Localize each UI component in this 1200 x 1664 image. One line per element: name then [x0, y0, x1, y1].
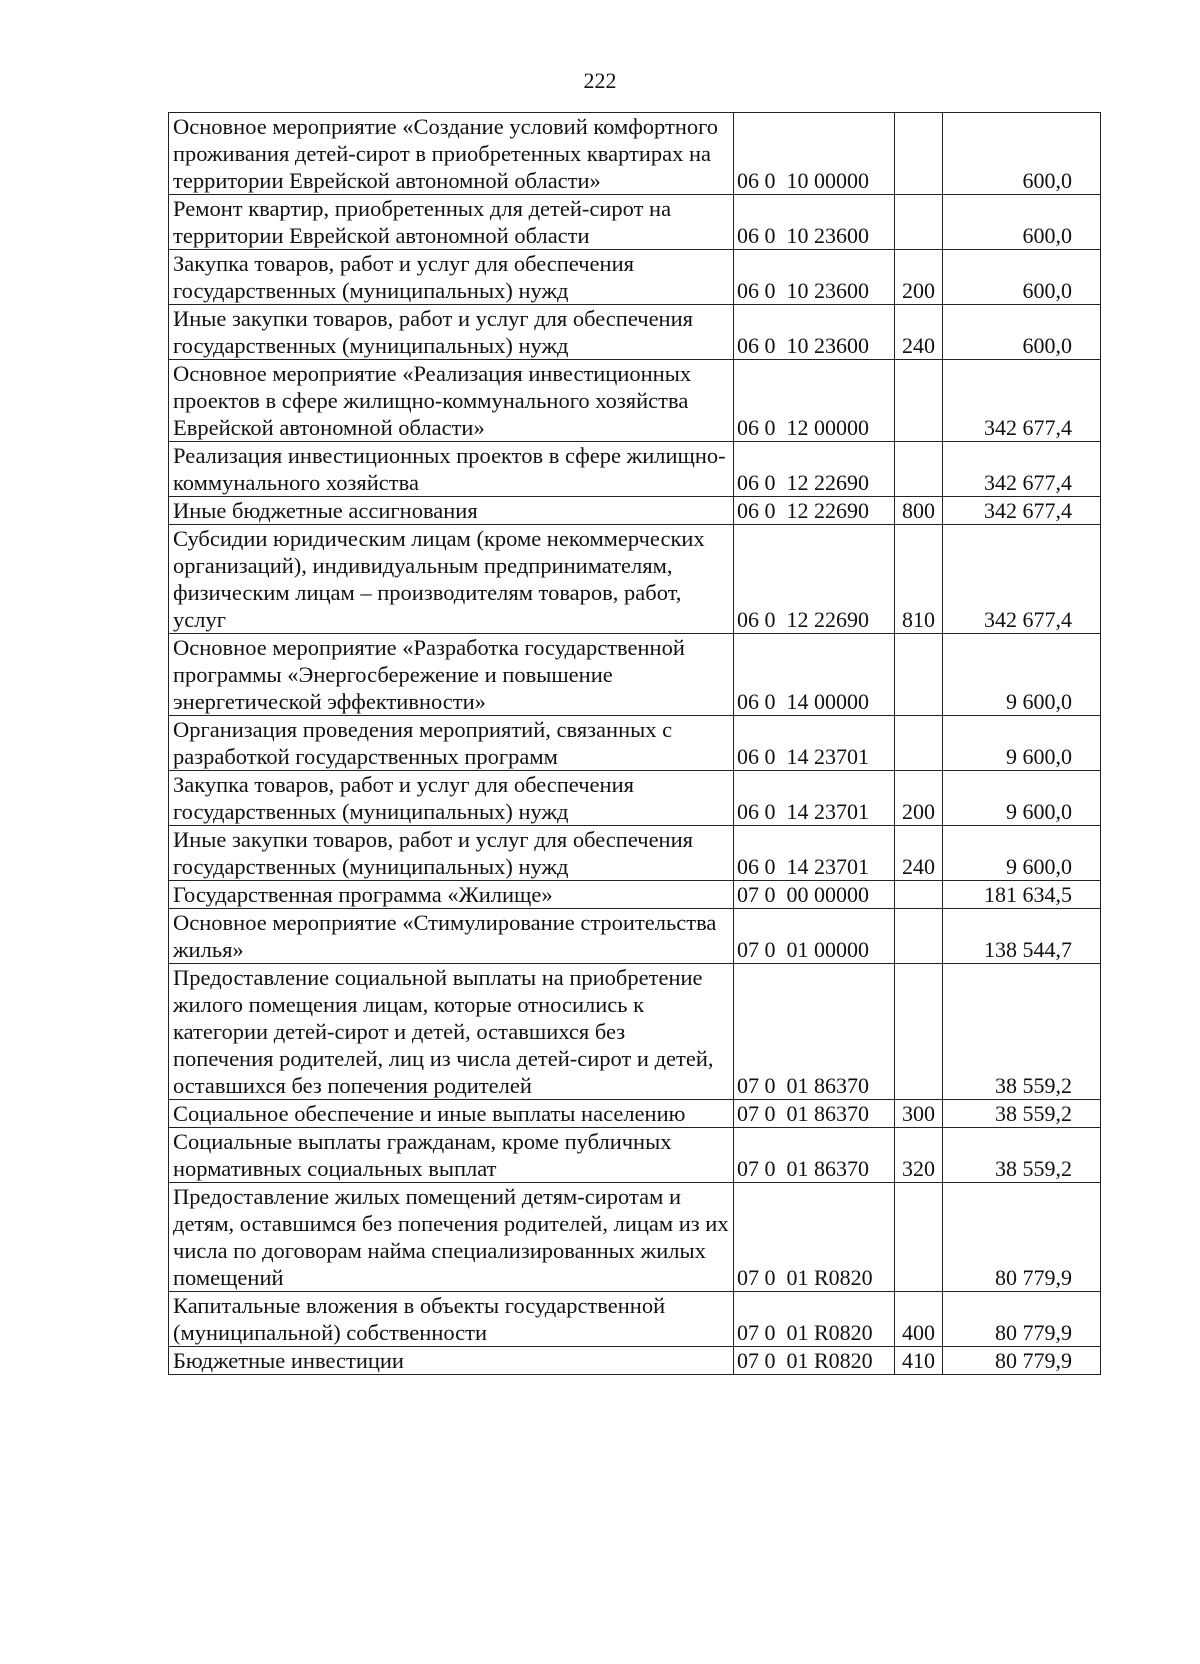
row-code: 07 0 01 R0820	[734, 1183, 895, 1292]
row-expense-type: 300	[895, 1100, 943, 1128]
table-row	[169, 634, 1101, 716]
row-name: Основное мероприятие «Разработка государственной программы «Энергосбережение и повышение энергетической эффективности»	[169, 634, 734, 716]
table-row	[169, 1183, 1101, 1292]
row-code: 07 0 01 86370	[734, 964, 895, 1100]
row-amount: 80 779,9	[943, 1347, 1101, 1375]
row-amount: 342 677,4	[943, 442, 1101, 497]
row-name: Организация проведения мероприятий, связанных с разработкой государственных программ	[169, 716, 734, 771]
row-expense-type: 800	[895, 497, 943, 525]
row-code: 06 0 14 23701	[734, 716, 895, 771]
row-amount: 80 779,9	[943, 1183, 1101, 1292]
row-amount: 600,0	[943, 305, 1101, 360]
row-name: Капитальные вложения в объекты государственной (муниципальной) собственности	[169, 1292, 734, 1347]
row-expense-type: 240	[895, 305, 943, 360]
row-amount: 9 600,0	[943, 771, 1101, 826]
row-amount: 342 677,4	[943, 360, 1101, 442]
row-expense-type	[895, 881, 943, 909]
budget-table-body	[169, 113, 1101, 1375]
table-row	[169, 1347, 1101, 1375]
table-row	[169, 250, 1101, 305]
budget-table	[168, 112, 1101, 1375]
row-code: 06 0 12 22690	[734, 442, 895, 497]
row-name: Реализация инвестиционных проектов в сфере жилищно-коммунального хозяйства	[169, 442, 734, 497]
row-amount: 38 559,2	[943, 1128, 1101, 1183]
row-code: 07 0 01 86370	[734, 1100, 895, 1128]
row-name: Государственная программа «Жилище»	[169, 881, 734, 909]
table-row	[169, 909, 1101, 964]
row-name: Предоставление жилых помещений детям-сиротам и детям, оставшимся без попечения родителей, лицам из их числа по договорам найма специализированных жилых помещений	[169, 1183, 734, 1292]
row-name: Социальные выплаты гражданам, кроме публичных нормативных социальных выплат	[169, 1128, 734, 1183]
row-code: 06 0 14 00000	[734, 634, 895, 716]
row-amount: 9 600,0	[943, 826, 1101, 881]
table-row	[169, 881, 1101, 909]
row-amount: 600,0	[943, 250, 1101, 305]
row-name: Бюджетные инвестиции	[169, 1347, 734, 1375]
table-row	[169, 360, 1101, 442]
row-name: Иные закупки товаров, работ и услуг для обеспечения государственных (муниципальных) нужд	[169, 826, 734, 881]
row-expense-type: 320	[895, 1128, 943, 1183]
row-code: 06 0 14 23701	[734, 771, 895, 826]
row-code: 06 0 10 23600	[734, 305, 895, 360]
table-row	[169, 525, 1101, 634]
row-amount: 138 544,7	[943, 909, 1101, 964]
table-row	[169, 195, 1101, 250]
table-row	[169, 716, 1101, 771]
table-row	[169, 305, 1101, 360]
row-name: Социальное обеспечение и иные выплаты населению	[169, 1100, 734, 1128]
row-expense-type	[895, 634, 943, 716]
row-amount: 181 634,5	[943, 881, 1101, 909]
row-name: Ремонт квартир, приобретенных для детей-сирот на территории Еврейской автономной области	[169, 195, 734, 250]
row-expense-type: 200	[895, 771, 943, 826]
row-code: 07 0 01 R0820	[734, 1292, 895, 1347]
row-amount: 80 779,9	[943, 1292, 1101, 1347]
row-amount: 600,0	[943, 113, 1101, 195]
row-amount: 9 600,0	[943, 716, 1101, 771]
row-name: Основное мероприятие «Стимулирование строительства жилья»	[169, 909, 734, 964]
row-code: 07 0 01 R0820	[734, 1347, 895, 1375]
table-row	[169, 964, 1101, 1100]
row-code: 07 0 00 00000	[734, 881, 895, 909]
row-code: 06 0 14 23701	[734, 826, 895, 881]
table-row	[169, 1292, 1101, 1347]
row-expense-type	[895, 360, 943, 442]
row-expense-type: 400	[895, 1292, 943, 1347]
row-name: Основное мероприятие «Создание условий комфортного проживания детей-сирот в приобретенных квартирах на территории Еврейской автономной области»	[169, 113, 734, 195]
row-expense-type	[895, 964, 943, 1100]
row-name: Иные закупки товаров, работ и услуг для обеспечения государственных (муниципальных) нужд	[169, 305, 734, 360]
row-expense-type	[895, 442, 943, 497]
row-expense-type: 410	[895, 1347, 943, 1375]
row-expense-type	[895, 1183, 943, 1292]
table-row	[169, 1100, 1101, 1128]
row-code: 06 0 12 22690	[734, 497, 895, 525]
row-amount: 9 600,0	[943, 634, 1101, 716]
row-expense-type: 200	[895, 250, 943, 305]
table-row	[169, 442, 1101, 497]
row-amount: 342 677,4	[943, 525, 1101, 634]
row-expense-type	[895, 716, 943, 771]
row-name: Иные бюджетные ассигнования	[169, 497, 734, 525]
row-code: 07 0 01 00000	[734, 909, 895, 964]
row-name: Закупка товаров, работ и услуг для обеспечения государственных (муниципальных) нужд	[169, 250, 734, 305]
row-expense-type	[895, 909, 943, 964]
table-row	[169, 771, 1101, 826]
row-amount: 38 559,2	[943, 964, 1101, 1100]
row-code: 07 0 01 86370	[734, 1128, 895, 1183]
row-code: 06 0 12 22690	[734, 525, 895, 634]
table-row	[169, 113, 1101, 195]
table-row	[169, 826, 1101, 881]
row-name: Предоставление социальной выплаты на приобретение жилого помещения лицам, которые относились к категории детей-сирот и детей, оставшихся без попечения родителей, лиц из числа детей-сирот и детей, оставшихся без попечения родителей	[169, 964, 734, 1100]
row-code: 06 0 10 23600	[734, 250, 895, 305]
row-code: 06 0 10 23600	[734, 195, 895, 250]
row-code: 06 0 12 00000	[734, 360, 895, 442]
row-amount: 38 559,2	[943, 1100, 1101, 1128]
row-expense-type	[895, 113, 943, 195]
table-row	[169, 1128, 1101, 1183]
page-number: 222	[583, 68, 617, 93]
row-expense-type	[895, 195, 943, 250]
table-row	[169, 497, 1101, 525]
row-code: 06 0 10 00000	[734, 113, 895, 195]
row-amount: 600,0	[943, 195, 1101, 250]
row-name: Закупка товаров, работ и услуг для обеспечения государственных (муниципальных) нужд	[169, 771, 734, 826]
row-amount: 342 677,4	[943, 497, 1101, 525]
row-expense-type: 810	[895, 525, 943, 634]
row-name: Субсидии юридическим лицам (кроме некоммерческих организаций), индивидуальным предпринимателям, физическим лицам – производителям товаров, работ, услуг	[169, 525, 734, 634]
row-name: Основное мероприятие «Реализация инвестиционных проектов в сфере жилищно-коммунального хозяйства Еврейской автономной области»	[169, 360, 734, 442]
row-expense-type: 240	[895, 826, 943, 881]
